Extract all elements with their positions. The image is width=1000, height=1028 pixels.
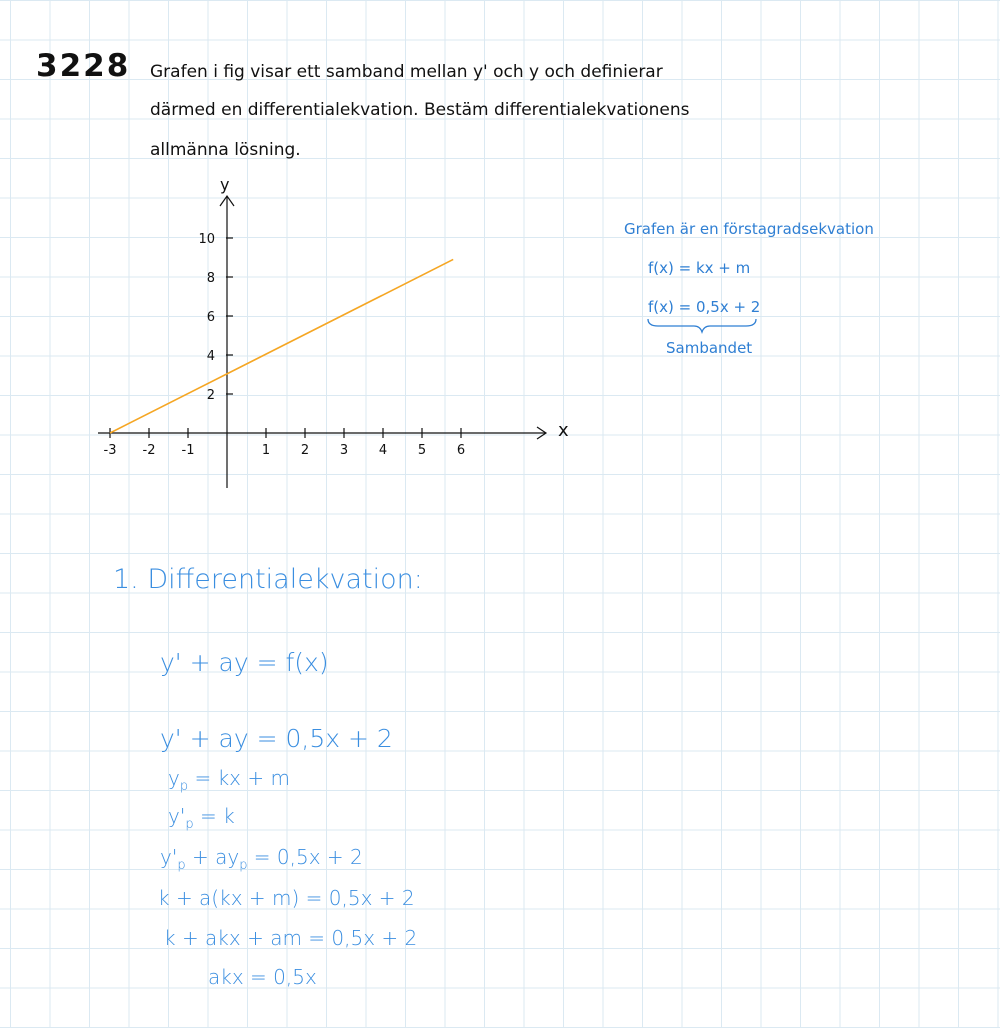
y-tick-label: 8 bbox=[206, 271, 215, 286]
x-tick-label: -1 bbox=[181, 443, 195, 458]
problem-text-line-1: Grafen i fig visar ett samband mellan y' och y och definierar bbox=[150, 62, 663, 82]
equation-general: y' + ay = f(x) bbox=[160, 648, 329, 677]
eq4-lhs: y' bbox=[168, 804, 186, 828]
tick-marks bbox=[110, 238, 461, 438]
equation-distributed: k + akx + am = 0,5x + 2 bbox=[164, 926, 418, 950]
y-tick-label: 6 bbox=[206, 310, 215, 325]
x-tick-label: -2 bbox=[142, 443, 156, 458]
equation-expanded: k + a(kx + m) = 0,5x + 2 bbox=[158, 886, 415, 910]
x-tick-label: 3 bbox=[339, 443, 349, 458]
x-tick-label: 5 bbox=[417, 443, 427, 458]
eq5-a: y' bbox=[160, 845, 178, 869]
series bbox=[110, 259, 453, 433]
eq5-sub2: p bbox=[239, 858, 248, 873]
x-tick-label: -3 bbox=[103, 443, 117, 458]
x-tick-label: 6 bbox=[456, 443, 466, 458]
curly-brace bbox=[644, 316, 760, 336]
brace-label: Sambandet bbox=[666, 339, 753, 357]
x-tick-label: 1 bbox=[261, 443, 271, 458]
equation-coefficients: akx = 0,5x bbox=[208, 965, 317, 989]
eq5-c: = 0,5x + 2 bbox=[247, 845, 363, 869]
problem-text-line-2: därmed en differentialekvation. Bestäm differentialekvationens bbox=[150, 100, 690, 120]
equation-particular bbox=[168, 766, 290, 794]
eq3-rhs: = kx + m bbox=[188, 766, 290, 790]
x-tick-label: 4 bbox=[378, 443, 388, 458]
axes bbox=[98, 196, 546, 488]
y-tick-label: 2 bbox=[206, 388, 215, 403]
equation-substitution bbox=[160, 845, 363, 873]
problem-number: 3228 bbox=[36, 48, 131, 84]
side-note-line-2: f(x) = kx + m bbox=[648, 259, 751, 277]
eq3-lhs: y bbox=[168, 766, 180, 790]
x-axis-label: x bbox=[558, 420, 569, 441]
side-note-line-3: f(x) = 0,5x + 2 bbox=[648, 298, 761, 316]
eq4-sub: p bbox=[185, 817, 194, 832]
eq5-b: + ay bbox=[185, 845, 240, 869]
y-tick-label: 4 bbox=[206, 349, 215, 364]
eq5-sub1: p bbox=[177, 858, 186, 873]
y-axis-label: y bbox=[220, 175, 230, 194]
y-tick-label: 10 bbox=[198, 232, 215, 247]
equation-specific: y' + ay = 0,5x + 2 bbox=[160, 724, 393, 753]
line-graph bbox=[90, 170, 580, 500]
equation-particular-derivative bbox=[168, 804, 235, 832]
series-line bbox=[110, 259, 453, 433]
solution-heading: 1. Differentialekvation: bbox=[113, 564, 423, 595]
eq3-sub: p bbox=[179, 779, 189, 794]
problem-text-line-3: allmänna lösning. bbox=[150, 140, 301, 160]
side-note-line-1: Grafen är en förstagradsekvation bbox=[624, 220, 874, 238]
eq4-rhs: = k bbox=[193, 804, 235, 828]
x-tick-label: 2 bbox=[300, 443, 310, 458]
